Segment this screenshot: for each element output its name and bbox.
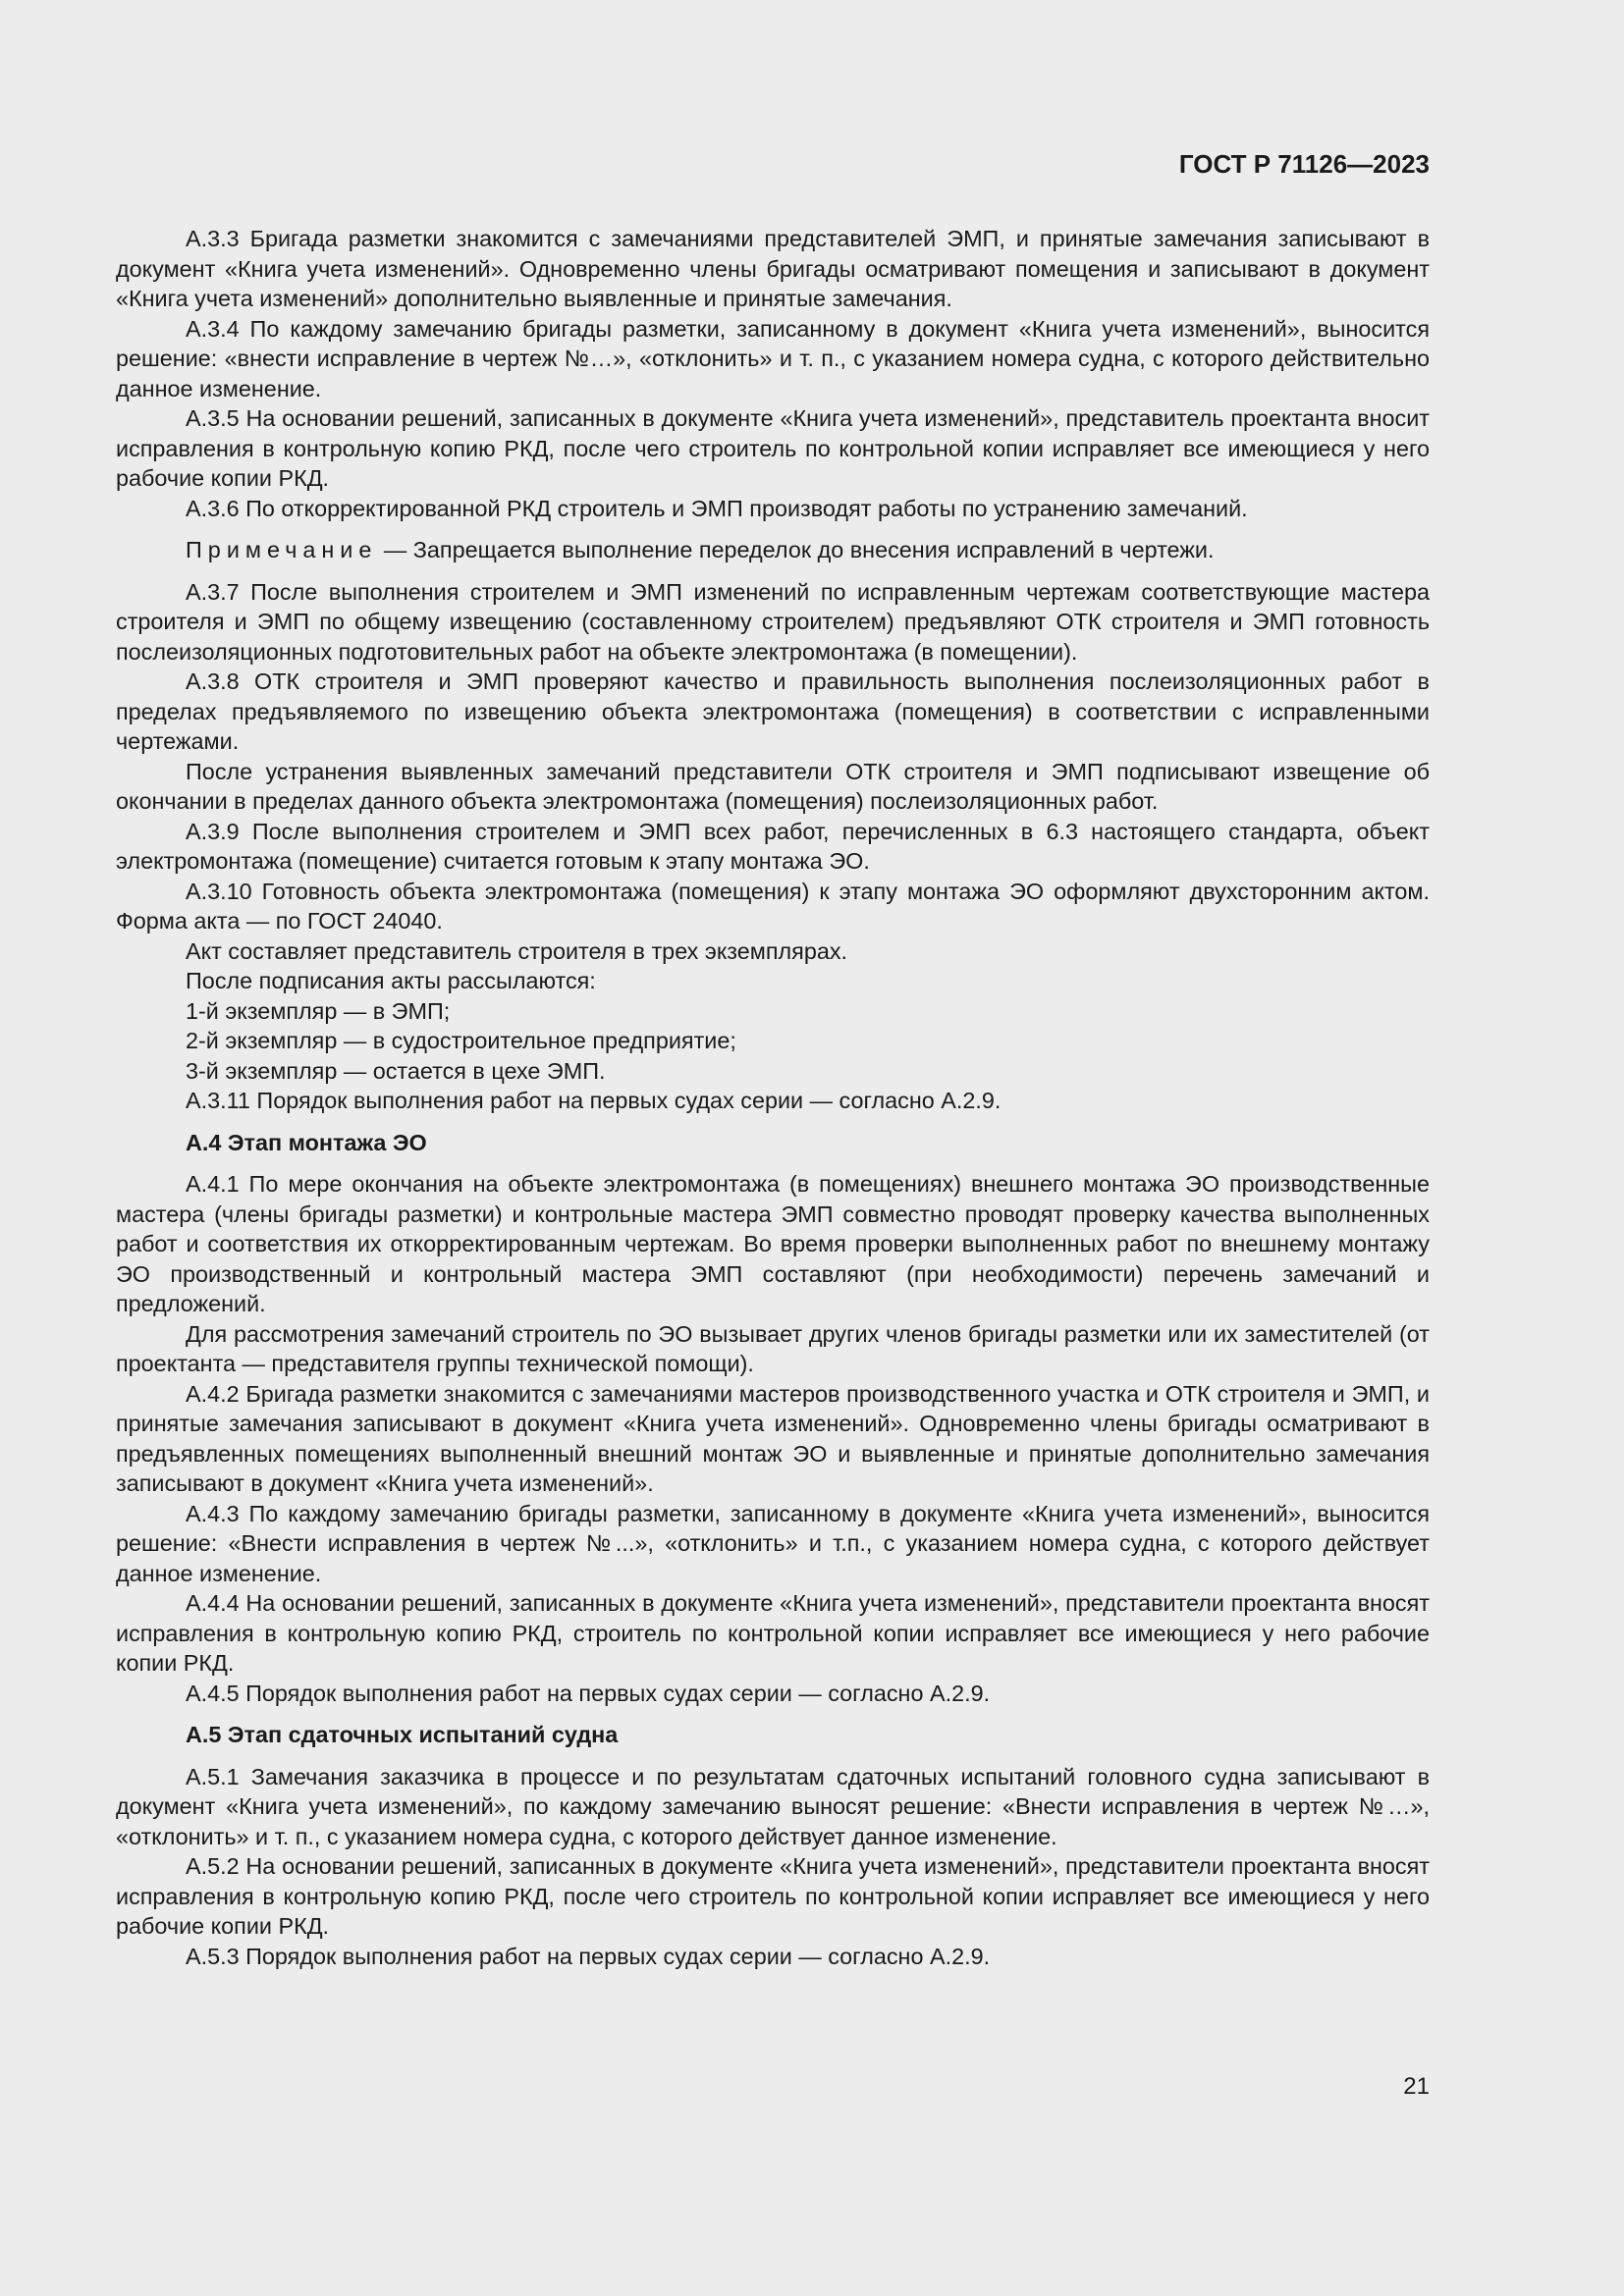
paragraph-a4-4: А.4.4 На основании решений, записанных в документе «Книга учета изменений», представители проектанта вносят исправления в контрольную копию РКД, строитель по контрольной копии исправляет все имеющиеся у него рабочие копии РКД. xyxy=(116,1590,1430,1676)
paragraph-a5-3: А.5.3 Порядок выполнения работ на первых судах серии — согласно А.2.9. xyxy=(186,1943,991,1969)
paragraph-a4-3: А.4.3 По каждому замечанию бригады разметки, записанному в документе «Книга учета изменений», выносится решение: «Внести исправления в чертеж №...», «отклонить» и т.п., с указанием номера судна, с которого действует данное изменение. xyxy=(116,1500,1430,1586)
paragraph-a3-4: А.3.4 По каждому замечанию бригады разметки, записанному в документ «Книга учета изменений», выносится решение: «внести исправление в чертеж №…», «отклонить» и т. п., с указанием номера судна, с которого действительно данное изменение. xyxy=(116,315,1430,401)
page-number: 21 xyxy=(1403,2073,1430,2100)
note-text: — Запрещается выполнение переделок до внесения исправлений в чертежи. xyxy=(383,537,1215,562)
paragraph-a3-10: А.3.10 Готовность объекта электромонтажа (помещения) к этапу монтажа ЭО оформляют двухсторонним актом. Форма акта — по ГОСТ 24040. xyxy=(116,878,1430,934)
list-item-copy-1: 1-й экземпляр — в ЭМП; xyxy=(186,997,451,1024)
note xyxy=(116,535,1430,565)
document-standard-header: ГОСТ Р 71126—2023 xyxy=(1178,149,1430,179)
section-heading-a4: А.4 Этап монтажа ЭО xyxy=(186,1129,427,1155)
paragraph-a3-5: А.3.5 На основании решений, записанных в документе «Книга учета изменений», представитель проектанта вносит исправления в контрольную копию РКД, после чего строитель по контрольной копии исправляет все имеющиеся у него рабочие копии РКД. xyxy=(116,405,1430,491)
paragraph-a3-10-distribution: После подписания акты рассылаются: xyxy=(186,968,596,993)
paragraph-a4-5: А.4.5 Порядок выполнения работ на первых судах серии — согласно А.2.9. xyxy=(186,1680,991,1706)
paragraph-a3-11: А.3.11 Порядок выполнения работ на первых судах серии — согласно А.2.9. xyxy=(186,1088,1001,1113)
paragraph-a5-2: А.5.2 На основании решений, записанных в документе «Книга учета изменений», представители проектанта вносят исправления в контрольную копию РКД, после чего строитель по контрольной копии исправляет все имеющиеся у него рабочие копии РКД. xyxy=(116,1853,1430,1939)
paragraph-a3-9: А.3.9 После выполнения строителем и ЭМП всех работ, перечисленных в 6.3 настоящего стандарта, объект электромонтажа (помещение) считается готовым к этапу монтажа ЭО. xyxy=(116,818,1430,874)
paragraph-a4-2: А.4.2 Бригада разметки знакомится с замечаниями мастеров производственного участка и ОТК строителя и ЭМП, и принятые замечания записывают в документ «Книга учета изменений». Одновременно члены бригады осматривают в предъявленных помещениях выполненный внешний монтаж ЭО и выявленные и принятые дополнительно замечания записывают в документ «Книга учета изменений». xyxy=(116,1380,1430,1496)
paragraph-a5-1: А.5.1 Замечания заказчика в процессе и по результатам сдаточных испытаний головного судна записывают в документ «Книга учета изменений», по каждому замечанию выносят решение: «Внести исправления в чертеж №…», «отклонить» и т. п., с указанием номера судна, с которого действует данное изменение. xyxy=(116,1763,1430,1849)
paragraph-a3-10-copies: Акт составляет представитель строителя в трех экземплярах. xyxy=(186,937,848,964)
paragraph-a3-7: А.3.7 После выполнения строителем и ЭМП изменений по исправленным чертежам соответствующие мастера строителя и ЭМП по общему извещению (составленному строителем) предъявляют ОТК строителя и ЭМП готовность послеизоляционных подготовительных работ на объекте электромонтажа (в помещении). xyxy=(116,578,1430,665)
list-item-copy-2: 2-й экземпляр — в судостроительное предприятие; xyxy=(186,1028,736,1053)
paragraph-a4-1: А.4.1 По мере окончания на объекте электромонтажа (в помещениях) внешнего монтажа ЭО производственные мастера (члены бригады разметки) и контрольные мастера ЭМП совместно проводят проверку качества выполненных работ и соответствия их откорректированным чертежам. Во время проверки выполненных работ по внешнему монтажу ЭО производственный и контрольный мастера ЭМП составляют (при необходимости) перечень замечаний и предложений. xyxy=(116,1171,1430,1316)
section-heading-a5: А.5 Этап сдаточных испытаний судна xyxy=(186,1722,619,1747)
note-label: Примечание xyxy=(186,537,378,562)
paragraph-a4-1-continued: Для рассмотрения замечаний строитель по ЭО вызывает других членов бригады разметки или их заместителей (от проектанта — представителя группы технической помощи). xyxy=(116,1320,1430,1376)
paragraph-a3-6: А.3.6 По откорректированной РКД строитель и ЭМП производят работы по устранению замечаний. xyxy=(186,495,1248,521)
paragraph-a3-3: А.3.3 Бригада разметки знакомится с замечаниями представителей ЭМП, и принятые замечания записывают в документ «Книга учета изменений». Одновременно члены бригады осматривают помещения и записывают в документ «Книга учета изменений» дополнительно выявленные и принятые замечания. xyxy=(116,226,1430,311)
paragraph-a3-8-continued: После устранения выявленных замечаний представители ОТК строителя и ЭМП подписывают извещение об окончании в пределах данного объекта электромонтажа (помещения) послеизоляционных работ. xyxy=(116,758,1430,814)
paragraph-a3-8: А.3.8 ОТК строителя и ЭМП проверяют качество и правильность выполнения послеизоляционных работ в пределах предъявляемого по извещению объекта электромонтажа (помещения) в соответствии с исправленными чертежами. xyxy=(116,668,1430,754)
list-item-copy-3: 3-й экземпляр — остается в цехе ЭМП. xyxy=(186,1057,606,1084)
document-body xyxy=(116,224,1430,1971)
